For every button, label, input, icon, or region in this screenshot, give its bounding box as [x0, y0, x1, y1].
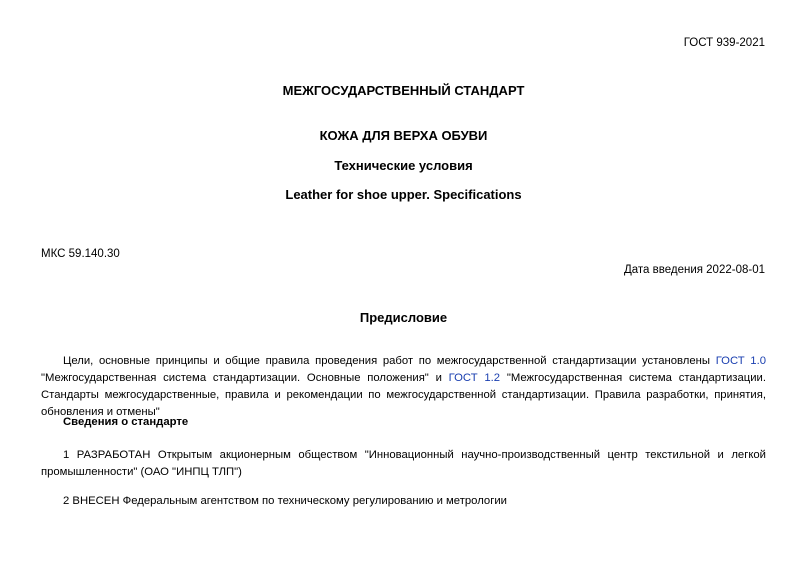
preface-heading: Предисловие	[359, 310, 448, 325]
submitted-by-item: 2 ВНЕСЕН Федеральным агентством по техническому регулированию и метрологии	[63, 495, 507, 507]
gost-1-2-link[interactable]: ГОСТ 1.2	[448, 372, 501, 384]
developer-item: 1 РАЗРАБОТАН Открытым акционерным обществом "Инновационный научно-производственный центр текстильной и легкой промышленности" (ОАО "ИНПЦ ТЛП")	[41, 449, 766, 478]
paragraph-text: "Межгосударственная система стандартизации. Стандарты межгосударственные, правила и рекомендации по межгосударственной стандартизации. Правила разработки, принятия, обновления и отмены"	[41, 372, 766, 418]
product-title: КОЖА ДЛЯ ВЕРХА ОБУВИ	[319, 128, 488, 143]
preface-paragraph	[41, 353, 766, 421]
conditions-subtitle: Технические условия	[334, 158, 473, 173]
paragraph-text: "Межгосударственная система стандартизации. Основные положения" и	[41, 372, 449, 384]
paragraph-text: Цели, основные принципы и общие правила проведения работ по межгосударственной стандартизации установлены	[63, 355, 716, 367]
mks-code: МКС 59.140.30	[41, 248, 120, 260]
document-code: ГОСТ 939-2021	[683, 37, 765, 49]
standard-type-title: МЕЖГОСУДАРСТВЕННЫЙ СТАНДАРТ	[282, 83, 525, 98]
gost-1-0-link[interactable]: ГОСТ 1.0	[715, 355, 766, 367]
english-title: Leather for shoe upper. Specifications	[285, 187, 522, 202]
introduction-date: Дата введения 2022-08-01	[623, 264, 765, 276]
standard-info-heading: Сведения о стандарте	[63, 416, 189, 428]
